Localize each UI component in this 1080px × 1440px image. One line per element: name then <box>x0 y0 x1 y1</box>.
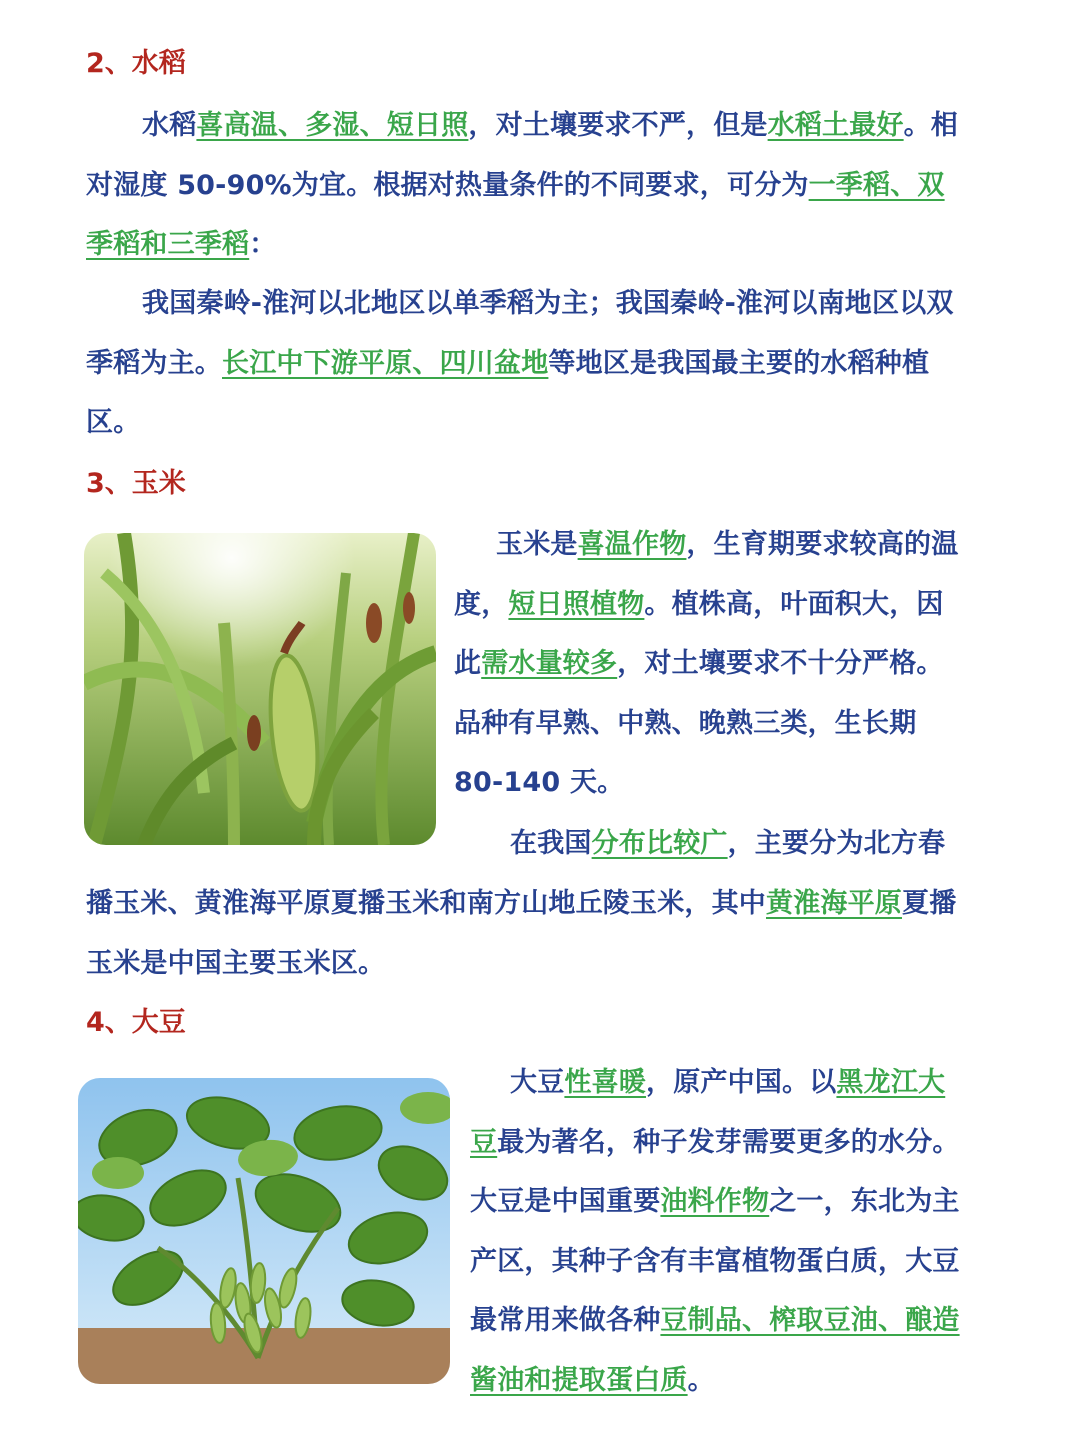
highlighted-term: 分布比较广 <box>591 828 728 859</box>
text-run: 等地区是我国最主要的水稻种植区。 <box>86 347 930 438</box>
text-run: 水稻 <box>142 110 197 141</box>
text-run: 在我国 <box>510 828 592 859</box>
highlighted-term: 一季稻、双季稻和三季稻 <box>86 169 945 260</box>
text-run: 夏播玉米是中国主要玉米区。 <box>86 888 957 979</box>
text-run: ，对土壤要求不严，但是 <box>468 110 768 141</box>
highlighted-term: 性喜暖 <box>564 1067 647 1098</box>
corn-paragraph-2-rest <box>86 874 966 993</box>
highlighted-term: 水稻土最好 <box>767 110 904 141</box>
corn-paragraph-2-line-1 <box>454 814 964 874</box>
soybean-photo <box>78 1078 450 1384</box>
highlighted-term: 短日照植物 <box>508 588 645 620</box>
highlighted-term: 喜温作物 <box>577 529 687 560</box>
highlighted-term: 黄淮海平原 <box>766 888 902 919</box>
text-run: ，生育期要求较高的温度， <box>454 529 959 620</box>
rice-paragraph-2 <box>86 274 966 453</box>
text-run: 之一，东北为主产区，其种子含有丰富植物蛋白质，大豆最常用来做各种 <box>470 1186 960 1336</box>
highlighted-term: 豆制品、榨取豆油、酿造酱油和提取蛋白质 <box>470 1305 960 1396</box>
text-run: 。 <box>687 1364 715 1396</box>
soybean-paragraph <box>470 1053 966 1410</box>
highlighted-term: 长江中下游平原、四川盆地 <box>222 347 549 379</box>
corn-photo <box>84 533 436 845</box>
text-run: 大豆 <box>510 1067 565 1098</box>
text-run: ，原产中国。以 <box>646 1067 837 1098</box>
highlighted-term: 喜高温、多湿、短日照 <box>196 110 469 141</box>
text-run: 。相对湿度 50-90%为宜。根据对热量条件的不同要求，可分为 <box>86 110 959 201</box>
highlighted-term: 油料作物 <box>660 1186 770 1217</box>
highlighted-term: 黑龙江大豆 <box>470 1067 946 1158</box>
text-run: 玉米是 <box>496 529 578 560</box>
section-heading-soybean: 4、大豆 <box>86 1007 186 1038</box>
text-run: 最为著名，种子发芽需要更多的水分。大豆是中国重要 <box>470 1126 960 1217</box>
text-run: ，对土壤要求不十分严格。品种有早熟、中熟、晚熟三类，生长期 80-140 天。 <box>454 648 944 798</box>
text-run: ： <box>249 229 277 260</box>
text-run: 我国秦岭-淮河以北地区以单季稻为主；我国秦岭-淮河以南地区以双季稻为主。 <box>86 288 954 379</box>
rice-paragraph-1 <box>86 96 966 275</box>
text-run: 。植株高，叶面积大，因此 <box>454 588 944 679</box>
section-heading-rice: 2、水稻 <box>86 48 186 79</box>
text-run: 播玉米、黄淮海平原夏播玉米和南方山地丘陵玉米，其中 <box>86 888 766 919</box>
section-heading-corn: 3、玉米 <box>86 468 186 499</box>
highlighted-term: 需水量较多 <box>481 648 618 679</box>
text-run: ，主要分为北方春 <box>727 828 946 859</box>
corn-paragraph-1 <box>454 515 964 813</box>
